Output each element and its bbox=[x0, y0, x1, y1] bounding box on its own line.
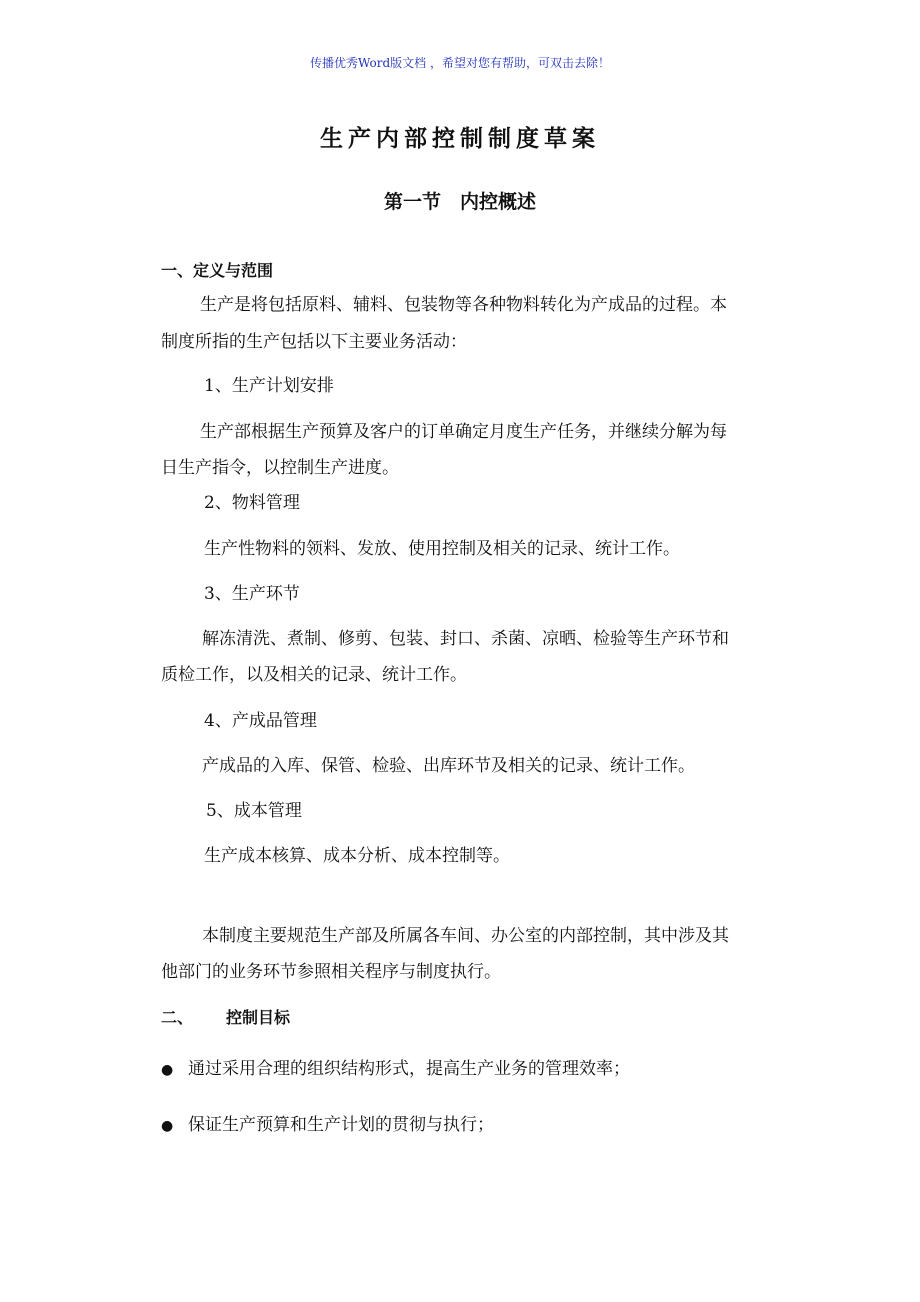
header-note[interactable]: 传播优秀Word版文档 ，希望对您有帮助，可双击去除！ bbox=[310, 56, 610, 70]
item-4-desc-line-1: 产成品的入库、保管、检验、出库环节及相关的记录、统计工作。 bbox=[202, 756, 695, 776]
item-3-desc-line-2: 质检工作，以及相关的记录、统计工作。 bbox=[161, 665, 467, 685]
part2-heading-number: 二、 bbox=[161, 1008, 194, 1027]
intro-line-1: 生产是将包括原料、辅料、包装物等各种物料转化为产成品的过程。本 bbox=[200, 295, 727, 315]
item-2-title: 2、物料管理 bbox=[204, 493, 300, 513]
scope-line-2: 他部门的业务环节参照相关程序与制度执行。 bbox=[161, 962, 501, 982]
bullet-dot-icon: ● bbox=[161, 1118, 174, 1134]
intro-line-2: 制度所指的生产包括以下主要业务活动： bbox=[161, 332, 467, 352]
item-3-desc-line-1: 解冻清洗、煮制、修剪、包装、封口、杀菌、凉晒、检验等生产环节和 bbox=[202, 629, 729, 649]
document-title: 生产内部控制制度草案 bbox=[320, 126, 600, 152]
bullet-item-1: 通过采用合理的组织结构形式，提高生产业务的管理效率； bbox=[188, 1059, 630, 1079]
item-5-desc-line-1: 生产成本核算、成本分析、成本控制等。 bbox=[204, 846, 510, 866]
bullet-item-2: 保证生产预算和生产计划的贯彻与执行； bbox=[188, 1115, 494, 1135]
item-2-desc-line-1: 生产性物料的领料、发放、使用控制及相关的记录、统计工作。 bbox=[204, 539, 680, 559]
part2-heading-text: 控制目标 bbox=[226, 1008, 291, 1027]
item-3-title: 3、生产环节 bbox=[204, 584, 300, 604]
item-1-desc-line-1: 生产部根据生产预算及客户的订单确定月度生产任务，并继续分解为每 bbox=[200, 422, 727, 442]
item-1-title: 1、生产计划安排 bbox=[204, 376, 334, 396]
bullet-dot-icon: ● bbox=[161, 1062, 174, 1078]
scope-line-1: 本制度主要规范生产部及所属各车间、办公室的内部控制，其中涉及其 bbox=[202, 926, 729, 946]
item-4-title: 4、产成品管理 bbox=[204, 711, 317, 731]
part1-heading: 一、定义与范围 bbox=[161, 261, 274, 280]
item-5-title: 5、成本管理 bbox=[206, 801, 302, 821]
item-1-desc-line-2: 日生产指令，以控制生产进度。 bbox=[161, 458, 399, 478]
section-title: 第一节 内控概述 bbox=[383, 191, 536, 213]
